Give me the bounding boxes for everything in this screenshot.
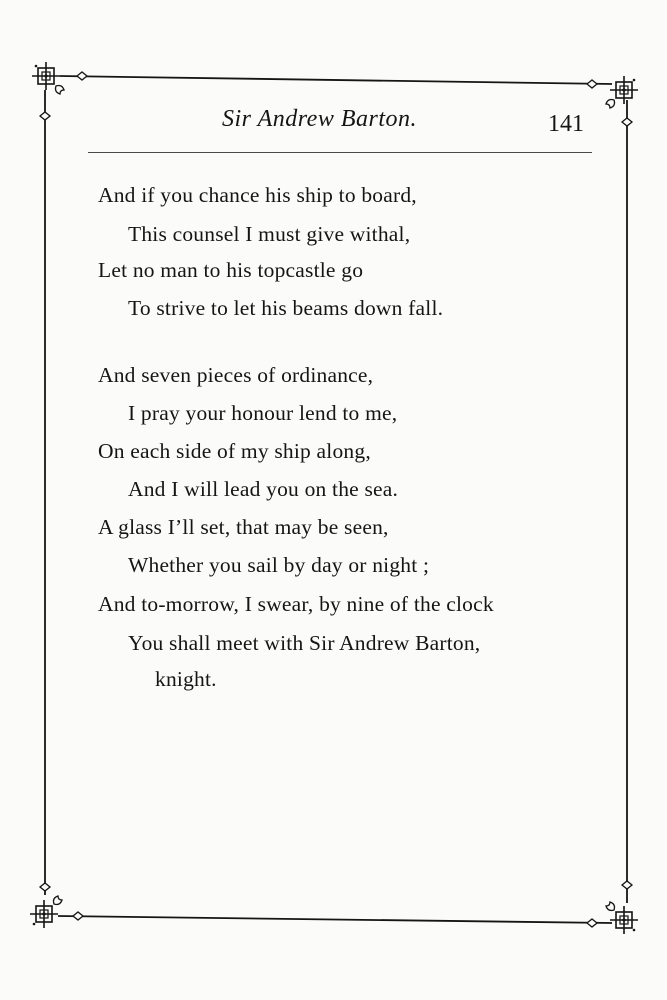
poem-line: To strive to let his beams down fall. [128, 296, 444, 320]
poem-line: On each side of my ship along, [98, 439, 371, 463]
border-knot-icon [587, 80, 597, 88]
poem-line: This counsel I must give withal, [128, 222, 411, 246]
poem-line: Let no man to his topcastle go [98, 258, 364, 282]
border-knot-icon [77, 72, 87, 80]
border-knot-icon [73, 912, 83, 920]
corner-ornament-icon [606, 902, 638, 934]
border-knot-icon [622, 881, 632, 889]
poem-line: And I will lead you on the sea. [128, 477, 399, 501]
border-knot-icon [40, 883, 50, 891]
poem-line: And seven pieces of ordinance, [98, 363, 374, 387]
poem-line: I pray your honour lend to me, [128, 401, 398, 425]
border-knot-icon [587, 919, 597, 927]
poem-line: And to-morrow, I swear, by nine of the clock [98, 592, 494, 616]
running-title: Sir Andrew Barton. [222, 106, 418, 132]
poem-line: You shall meet with Sir Andrew Barton, [128, 631, 481, 655]
border-knot-icon [40, 112, 50, 120]
corner-ornament-icon [606, 76, 638, 108]
poem-line: A glass I’ll set, that may be seen, [98, 515, 389, 539]
page-number: 141 [548, 111, 584, 137]
header-rule [88, 152, 592, 153]
poem-line: knight. [155, 667, 217, 691]
corner-ornament-icon [32, 62, 64, 94]
poem-line: Whether you sail by day or night ; [128, 553, 430, 577]
corner-ornament-icon [30, 896, 62, 928]
border-knot-icon [622, 118, 632, 126]
poem-line: And if you chance his ship to board, [98, 183, 417, 207]
